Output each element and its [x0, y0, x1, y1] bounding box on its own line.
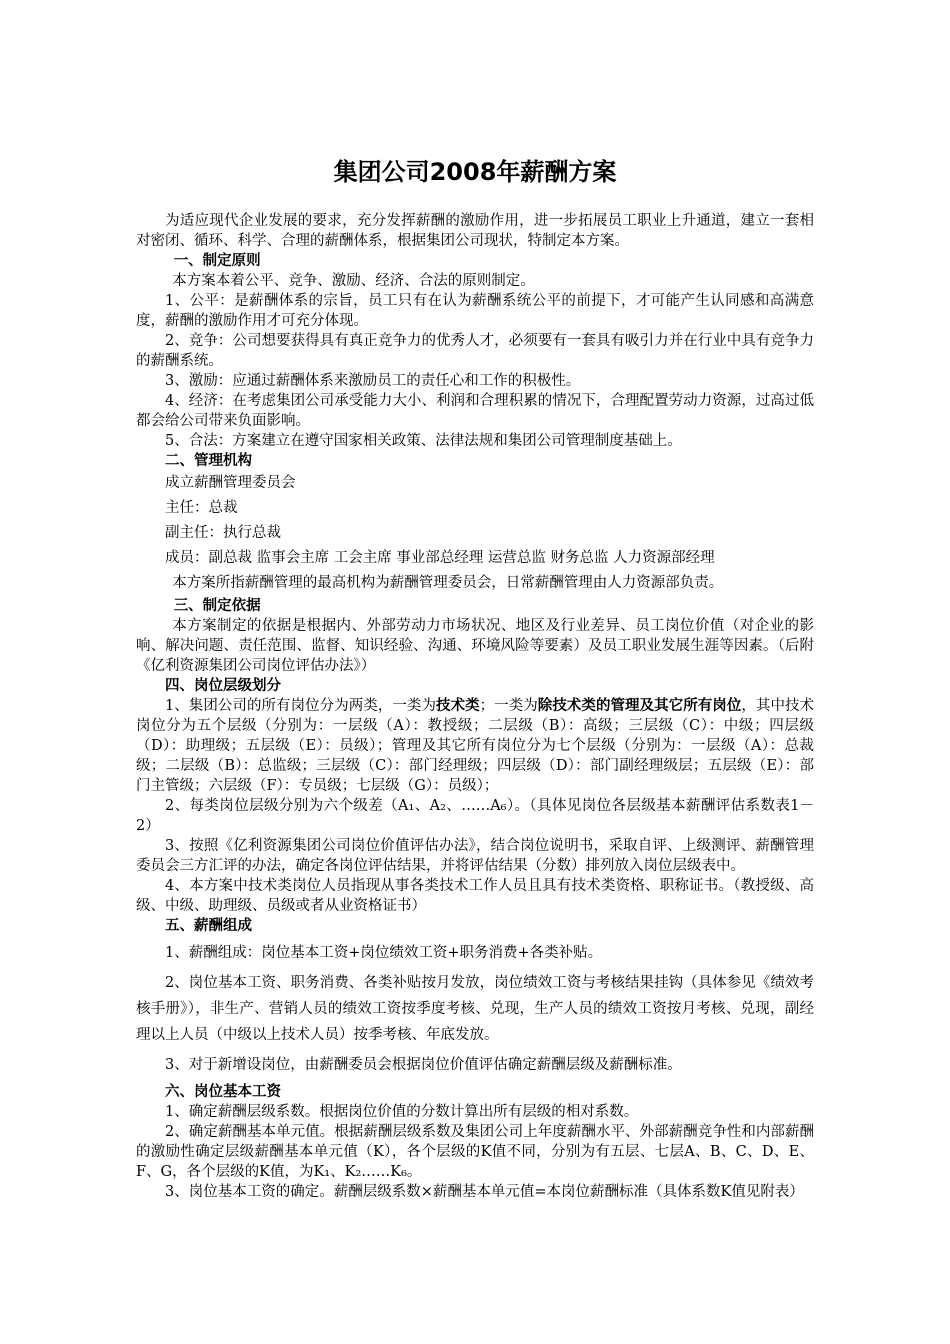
section-heading-base-salary: 六、岗位基本工资 [165, 1084, 281, 1100]
members-line: 成员：副总裁 监事会主席 工会主席 事业部总经理 运营总监 财务总监 人力资源部经理 [165, 550, 715, 566]
intro-paragraph: 为适应现代企业发展的要求，充分发挥薪酬的激励作用，进一步拓展员工职业上升通道，建立一套相对密闭、循环、科学、合理的薪酬体系，根据集团公司现状，特制定本方案。 [136, 213, 814, 249]
section-heading-organization: 二、管理机构 [165, 453, 252, 469]
principle-legality: 5、合法：方案建立在遵守国家相关政策、法律法规和集团公司管理制度基础上。 [165, 433, 682, 449]
principles-intro: 本方案本着公平、竞争、激励、经济、合法的原则制定。 [172, 273, 535, 289]
base-salary-paragraph-2: 2、确定薪酬基本单元值。根据薪酬层级系数及集团公司上年度薪酬水平、外部薪酬竞争性和内部薪酬的激励性确定层级薪酬基本单元值（K），各个层级的K值不同，分别为有五层、七层A、B、C、D、E、F、G，各个层级的K值，为K₁、K₂……K₆。 [136, 1124, 814, 1180]
section-heading-basis: 三、制定依据 [173, 598, 261, 614]
composition-paragraph-3: 3、对于新增设岗位，由薪酬委员会根据岗位价值评估确定薪酬层级及薪酬标准。 [165, 1057, 682, 1073]
section-heading-composition: 五、薪酬组成 [165, 918, 252, 934]
base-salary-paragraph-3: 3、岗位基本工资的确定。薪酬层级系数×薪酬基本单元值=本岗位薪酬标准（具体系数K值见附表） [165, 1184, 804, 1200]
technical-category-label: 技术类 [436, 698, 480, 714]
committee-responsibility: 本方案所指薪酬管理的最高机构为薪酬管理委员会，日常薪酬管理由人力资源部负责。 [172, 575, 724, 591]
committee-line: 成立薪酬管理委员会 [165, 475, 296, 491]
management-category-label: 除技术类的管理及其它所有岗位 [537, 698, 742, 714]
deputy-director-line: 副主任：执行总裁 [165, 525, 281, 541]
basis-paragraph: 本方案制定的依据是根据内、外部劳动力市场状况、地区及行业差异、员工岗位价值（对企业的影响、解决问题、责任范围、监督、知识经验、沟通、环境风险等要素）及员工职业发展生涯等因素。（后附《亿利资源集团公司岗位评估办法》） [136, 618, 814, 674]
composition-paragraph-1: 1、薪酬组成：岗位基本工资+岗位绩效工资+职务消费+各类补贴。 [165, 945, 603, 961]
principle-fairness: 1、公平：是薪酬体系的宗旨，员工只有在认为薪酬系统公平的前提下，才可能产生认同感和高满意度，薪酬的激励作用才可充分体现。 [136, 293, 814, 329]
principle-economy: 4、经济：在考虑集团公司承受能力大小、利润和合理积累的情况下，合理配置劳动力资源，过高过低都会给公司带来负面影响。 [136, 393, 814, 429]
levels-paragraph-2: 2、每类岗位层级分别为六个级差（A₁、A₂、……A₆）。（具体见岗位各层级基本薪酬评估系数表1－2） [136, 798, 814, 834]
section-heading-levels: 四、岗位层级划分 [165, 678, 281, 694]
levels-paragraph-4: 4、本方案中技术类岗位人员指现从事各类技术工作人员且具有技术类资格、职称证书。（教授级、高级、中级、助理级、员级或者从业资格证书） [136, 878, 814, 914]
principle-competition: 2、竞争：公司想要获得具有真正竞争力的优秀人才，必须要有一套具有吸引力并在行业中具有竞争力的薪酬系统。 [136, 333, 814, 369]
document-title: 集团公司2008年薪酬方案 [333, 158, 617, 186]
section-heading-principles: 一、制定原则 [173, 253, 261, 269]
composition-paragraph-2: 2、岗位基本工资、职务消费、各类补贴按月发放，岗位绩效工资与考核结果挂钩（具体参见《绩效考核手册》），非生产、营销人员的绩效工资按季度考核、兑现，生产人员的绩效工资按月考核、兑现，副经理以上人员（中级以上技术人员）按季考核、年底发放。 [136, 975, 814, 1043]
levels-paragraph-3: 3、按照《亿利资源集团公司岗位价值评估办法》，结合岗位说明书，采取自评、上级测评、薪酬管理委员会三方汇评的办法，确定各岗位评估结果，并将评估结果（分数）排列放入岗位层级表中。 [136, 838, 814, 874]
levels-paragraph-1: 1、集团公司的所有岗位分为两类，一类为技术类；一类为除技术类的管理及其它所有岗位，其中技术岗位分为五个层级（分别为：一层级（A）：教授级；二层级（B）：高级；三层级（C）：中级；四层级（D）：助理级；五层级（E）：员级）；管理及其它所有岗位分为七个层级（分别为：一层级（A）：总裁级；二层级（B）：总监级；三层级（C）：部门经理级；四层级（D）：部门副经理级层；五层级（E）：部门主管级；六层级（F）：专员级；七层级（G）：员级）； [136, 698, 815, 794]
director-line: 主任：总裁 [165, 500, 238, 516]
principle-incentive: 3、激励：应通过薪酬体系来激励员工的责任心和工作的积极性。 [165, 373, 581, 389]
base-salary-paragraph-1: 1、确定薪酬层级系数。根据岗位价值的分数计算出所有层级的相对系数。 [165, 1104, 639, 1120]
